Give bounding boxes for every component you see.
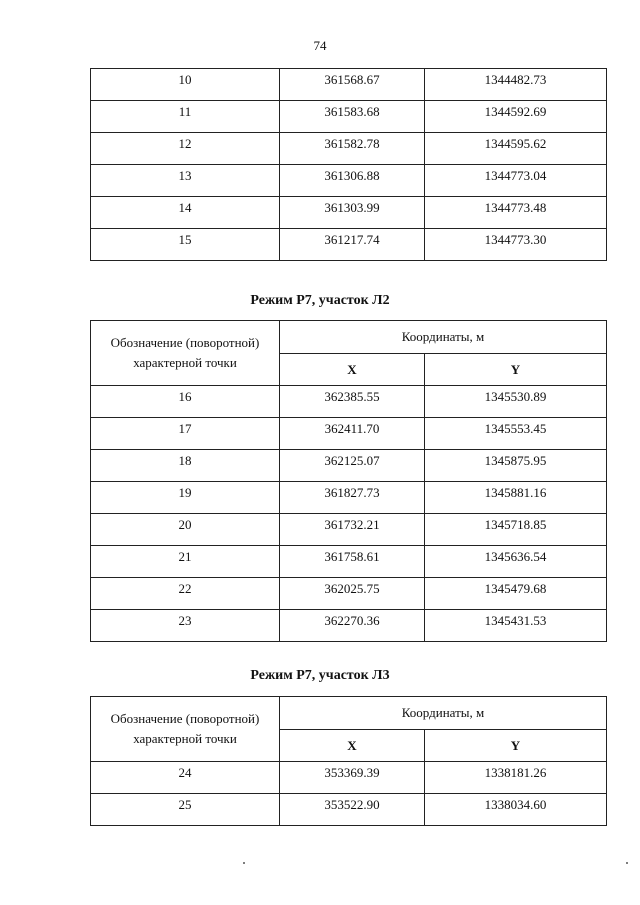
- x-cell: 361303.99: [280, 197, 425, 229]
- table-row: [91, 69, 607, 101]
- y-cell: 1344592.69: [425, 101, 607, 133]
- y-cell: 1345718.85: [425, 514, 607, 546]
- y-cell: 1345875.95: [425, 450, 607, 482]
- point-cell: 23: [91, 610, 280, 642]
- y-cell: 1338034.60: [425, 794, 607, 826]
- scan-speck: [626, 862, 628, 864]
- y-cell: 1345431.53: [425, 610, 607, 642]
- table-row: [91, 482, 607, 514]
- table-row: [91, 418, 607, 450]
- point-cell: 25: [91, 794, 280, 826]
- x-cell: 361582.78: [280, 133, 425, 165]
- header-x: X: [280, 730, 425, 762]
- point-cell: 10: [91, 69, 280, 101]
- x-cell: 361568.67: [280, 69, 425, 101]
- x-cell: 361306.88: [280, 165, 425, 197]
- point-cell: 15: [91, 229, 280, 261]
- section-title-l3: Режим Р7, участок Л3: [250, 668, 390, 683]
- point-cell: 24: [91, 762, 280, 794]
- point-cell: 19: [91, 482, 280, 514]
- x-cell: 362125.07: [280, 450, 425, 482]
- table-row: [91, 546, 607, 578]
- y-cell: 1344773.04: [425, 165, 607, 197]
- point-cell: 14: [91, 197, 280, 229]
- point-cell: 16: [91, 386, 280, 418]
- y-cell: 1338181.26: [425, 762, 607, 794]
- table-row: [91, 794, 607, 826]
- table-row: [91, 133, 607, 165]
- table-header-row: [91, 697, 607, 730]
- table-row: [91, 101, 607, 133]
- x-cell: 362385.55: [280, 386, 425, 418]
- point-cell: 21: [91, 546, 280, 578]
- x-cell: 362025.75: [280, 578, 425, 610]
- x-cell: 361583.68: [280, 101, 425, 133]
- x-cell: 361732.21: [280, 514, 425, 546]
- header-x: X: [280, 354, 425, 386]
- header-point-designation: Обозначение (поворотной) характерной точки: [91, 321, 280, 386]
- table-row: [91, 165, 607, 197]
- y-cell: 1345881.16: [425, 482, 607, 514]
- x-cell: 362270.36: [280, 610, 425, 642]
- point-cell: 17: [91, 418, 280, 450]
- table-row: [91, 514, 607, 546]
- coordinates-table-l3: [90, 696, 607, 826]
- coordinates-table-l2: [90, 320, 607, 642]
- y-cell: 1344595.62: [425, 133, 607, 165]
- x-cell: 361758.61: [280, 546, 425, 578]
- table-row: [91, 450, 607, 482]
- header-y: Y: [425, 354, 607, 386]
- y-cell: 1345530.89: [425, 386, 607, 418]
- point-cell: 13: [91, 165, 280, 197]
- table-row: [91, 762, 607, 794]
- y-cell: 1344773.30: [425, 229, 607, 261]
- table-row: [91, 197, 607, 229]
- scan-speck: [243, 862, 245, 864]
- coordinates-table-continuation: [90, 68, 607, 261]
- table-header-row: [91, 321, 607, 354]
- x-cell: 362411.70: [280, 418, 425, 450]
- x-cell: 353522.90: [280, 794, 425, 826]
- table-row: [91, 386, 607, 418]
- page-number: 74: [313, 38, 327, 53]
- x-cell: 361217.74: [280, 229, 425, 261]
- y-cell: 1345636.54: [425, 546, 607, 578]
- y-cell: 1344482.73: [425, 69, 607, 101]
- point-cell: 22: [91, 578, 280, 610]
- y-cell: 1345479.68: [425, 578, 607, 610]
- section-title-l2: Режим Р7, участок Л2: [250, 293, 390, 308]
- x-cell: 353369.39: [280, 762, 425, 794]
- header-y: Y: [425, 730, 607, 762]
- point-cell: 18: [91, 450, 280, 482]
- table-row: [91, 578, 607, 610]
- point-cell: 11: [91, 101, 280, 133]
- point-cell: 20: [91, 514, 280, 546]
- x-cell: 361827.73: [280, 482, 425, 514]
- table-row: [91, 610, 607, 642]
- y-cell: 1344773.48: [425, 197, 607, 229]
- header-point-designation: Обозначение (поворотной) характерной точки: [91, 697, 280, 762]
- y-cell: 1345553.45: [425, 418, 607, 450]
- table-row: [91, 229, 607, 261]
- point-cell: 12: [91, 133, 280, 165]
- header-coordinates: Координаты, м: [280, 697, 607, 730]
- header-coordinates: Координаты, м: [280, 321, 607, 354]
